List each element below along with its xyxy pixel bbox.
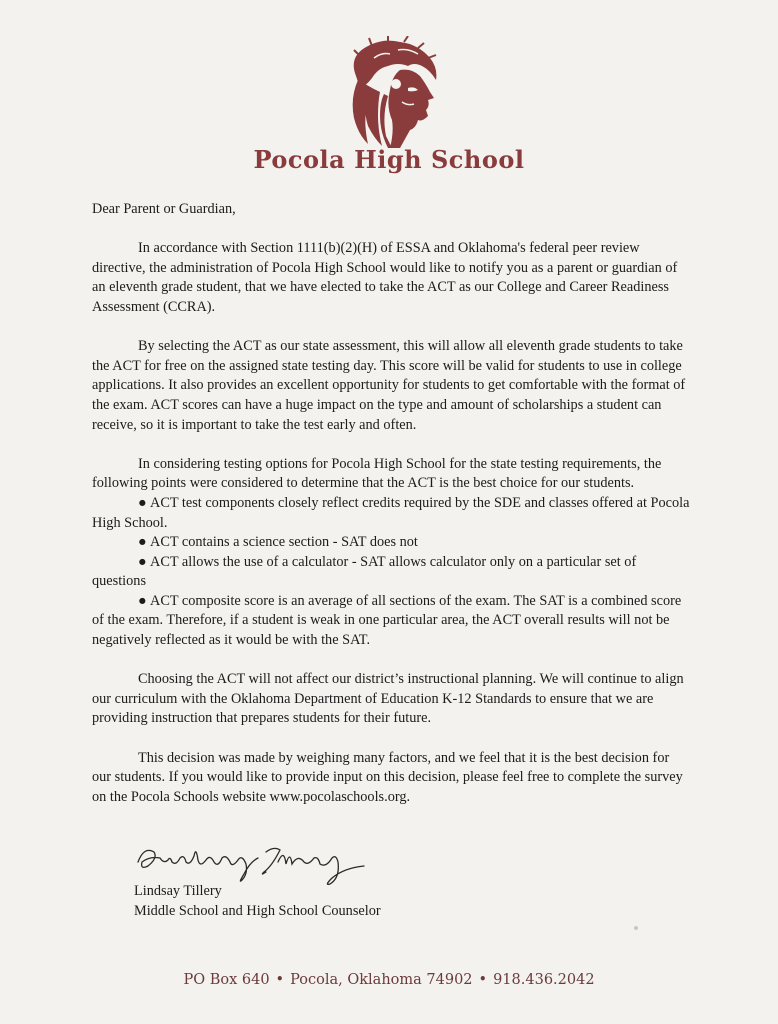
footer-phone: 918.436.2042 [493, 972, 595, 988]
footer-po-box: PO Box 640 [183, 972, 270, 988]
paragraph-planning: Choosing the ACT will not affect our district’s instructional planning. We will continue to align our curriculum with the Oklahoma Department of Education K-12 Standards to ensure that we are providing instruction that prepares students for their future. [92, 671, 684, 727]
letterhead-footer [0, 972, 778, 988]
bullet-icon: ● [138, 534, 147, 551]
list-item: ● ACT contains a science section - SAT does not [92, 533, 690, 553]
paragraph-notification: In accordance with Section 1111(b)(2)(H) of ESSA and Oklahoma's federal peer review directive, the administration of Pocola High School would like to notify you as a parent or guardian of an eleventh grade student, that we have elected to take the ACT as our College and Career Readiness Assessment (CCRA). [92, 240, 678, 315]
signature-block [134, 838, 381, 921]
salutation: Dear Parent or Guardian, [92, 201, 236, 217]
bullet-icon: ● [138, 592, 147, 609]
letter-body [92, 200, 690, 827]
list-item: ● ACT composite score is an average of all sections of the exam. The SAT is a combined score of the exam. Therefore, if a student is weak in one particular area, the ACT overall results will not be negatively reflected as it would be with the SAT. [92, 592, 682, 649]
list-item: ● ACT allows the use of a calculator - SAT allows calculator only on a particular set of questions [92, 553, 637, 590]
bullet-icon: ● [138, 553, 147, 570]
paper-speck [634, 926, 638, 930]
signer-title: Middle School and High School Counselor [134, 903, 381, 919]
paragraph-benefits: By selecting the ACT as our state assessment, this will allow all eleventh grade students to take the ACT for free on the assigned state testing day. This score will be valid for students to use in college applications. It also provides an excellent opportunity for students to get comfortable with the format of the exam. ACT scores can have a huge impact on the type and amount of scholarships a student can receive, so it is important to take the test early and often. [92, 338, 686, 433]
paragraph-considerations: In considering testing options for Pocola High School for the state testing requirements, the following points were considered to determine that the ACT is the best choice for our students. [92, 455, 662, 492]
footer-separator: • [478, 972, 488, 988]
list-item: ● ACT test components closely reflect credits required by the SDE and classes offered at Pocola High School. [92, 494, 690, 531]
paragraph-survey: This decision was made by weighing many factors, and we feel that it is the best decision for our students. If you would like to provide input on this decision, please feel free to complete the survey on the Pocola Schools website www.pocolaschools.org. [92, 749, 683, 805]
signer-name: Lindsay Tillery [134, 883, 222, 899]
footer-city: Pocola, Oklahoma 74902 [290, 972, 473, 988]
chief-headdress-logo-icon [338, 36, 448, 151]
school-name: Pocola High School [253, 145, 525, 174]
bullet-icon: ● [138, 494, 147, 511]
footer-separator: • [275, 972, 285, 988]
considerations-list [92, 494, 690, 651]
